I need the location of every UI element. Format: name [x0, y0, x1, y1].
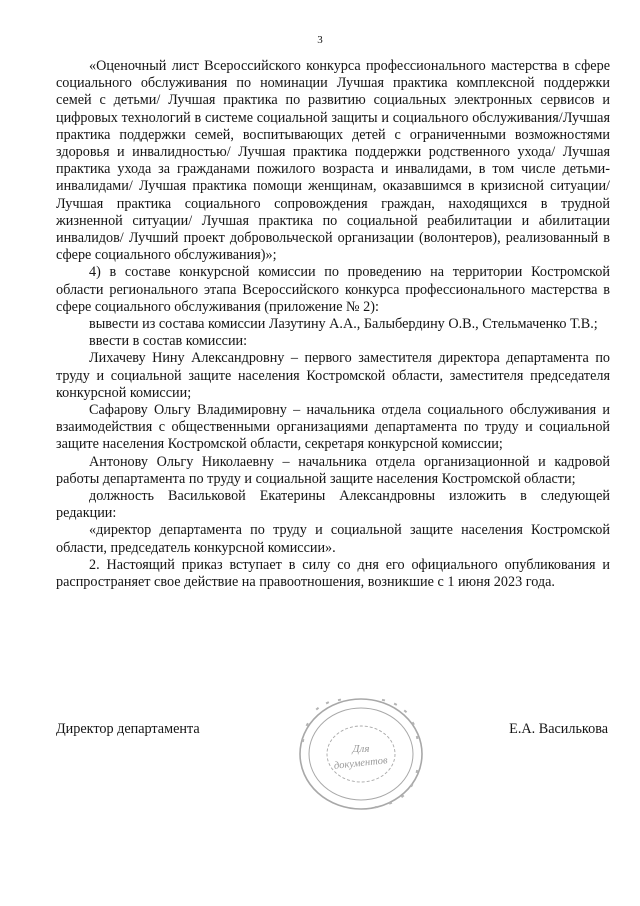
stamp-text-line2: документов [333, 755, 389, 772]
seal-stamp-icon [296, 694, 426, 814]
paragraph-effective-date: 2. Настоящий приказ вступает в силу со дня его официального опубликования и распространяет свое действие на правоотношения, возникшие с 1 июня 2023 года. [56, 556, 610, 591]
paragraph-member-safarova: Сафарову Ольгу Владимировну – начальника отдела социального обслуживания и взаимодействия с общественными организациями департамента по труду и социальной защите населения Костромской области, секретаря конкурсной комиссии; [56, 402, 610, 453]
stamp-text-line1: Для [352, 743, 370, 755]
paragraph-add-members-intro: ввести в состав комиссии: [89, 333, 248, 350]
paragraph-evaluation-sheet: «Оценочный лист Всероссийского конкурса профессионального мастерства в сфере социального обслуживания по номинации Лучшая практика комплексной поддержки семей с детьми/ Лучшая практика по развитию социальных электронных сервисов и цифровых технологий в системе социальной защиты и социального обслуживания/Лучшая практика поддержки семей, воспитывающих детей с ограниченными возможностями здоровья и инвалидностью/ Лучшая практика поддержки родственного ухода/ Лучшая практика ухода за гражданами пожилого возраста и инвалидами, в том числе детьми-инвалидами/ Лучшая практика помощи женщинам, оказавшимся в кризисной ситуации/ Лучшая практика социального сопровождения граждан, находящихся в трудной жизненной ситуации/ Лучшая практика по социальной реабилитации и абилитации инвалидов/ Лучший проект добровольческой организации (волонтеров), реализованный в сфере социального обслуживания)»; [56, 58, 610, 264]
paragraph-member-likhacheva: Лихачеву Нину Александровну – первого заместителя директора департамента по труду и социальной защите населения Костромской области, заместителя председателя конкурсной комиссии; [56, 350, 610, 401]
paragraph-commission-composition: 4) в составе конкурсной комиссии по проведению на территории Костромской области регионального этапа Всероссийского конкурса профессионального мастерства в сфере социального обслуживания (приложение № 2): [56, 264, 610, 315]
paragraph-member-antonova: Антонову Ольгу Николаевну – начальника отдела организационной и кадровой работы департамента по труду и социальной защите населения Костромской области; [56, 453, 610, 487]
signature-position: Директор департамента [56, 721, 200, 737]
document-body [56, 58, 610, 591]
svg-text:документов [333, 755, 388, 772]
paragraph-position-change: должность Васильковой Екатерины Александровны изложить в следующей редакции: [56, 488, 610, 522]
page-number: 3 [317, 34, 323, 46]
paragraph-new-position-text: «директор департамента по труду и социальной защите населения Костромской области, председатель конкурсной комиссии». [56, 522, 610, 556]
signature-name: Е.А. Василькова [509, 721, 608, 737]
paragraph-remove-members: вывести из состава комиссии Лазутину А.А., Балыбердину О.В., Стельмаченко Т.В.; [89, 316, 598, 333]
svg-text:Для [352, 743, 370, 755]
